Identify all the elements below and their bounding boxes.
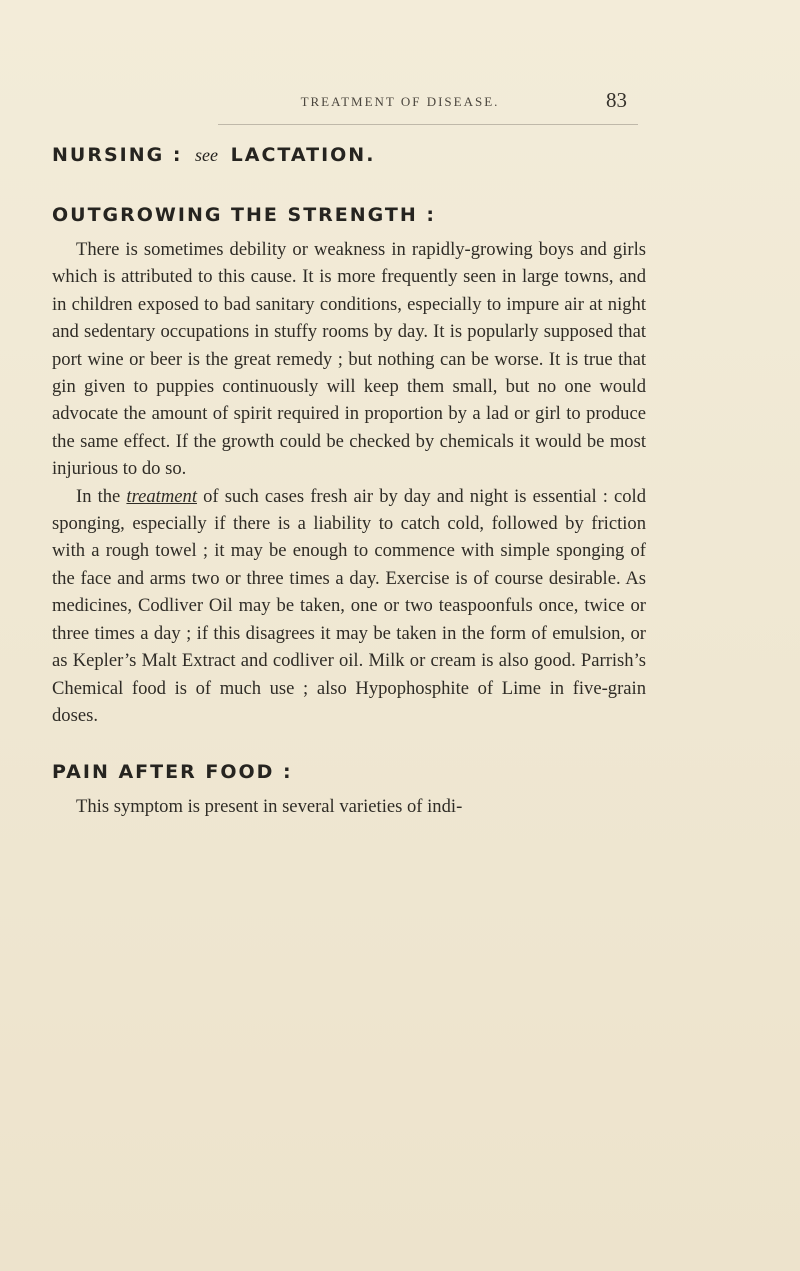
- heading-nursing: NURSING : see LACTATION.: [52, 144, 376, 166]
- heading-nursing-label: NURSING: [52, 144, 165, 166]
- see-target: LACTATION.: [230, 144, 376, 166]
- see-reference: see: [195, 145, 219, 165]
- page-number: 83: [606, 88, 627, 112]
- paragraph-treatment-rest: of such cases fresh air by day and night is essential : cold sponging, especially if there is a liability to catch cold, followed by friction with a rough towel ; it may be enough to commence with simple sponging of the face and arms two or three times a day. Exercise is of course desirable. As medicines, Codliver Oil may be taken, one or two teaspoonfuls once, twice or three times a day ; if this disagrees it may be taken in the form of emulsion, or as Kepler’s Malt Extract and codliver oil. Milk or cream is also good. Parrish’s Chemical food is of much use ; also Hypophosphite of Lime in five-grain doses.: [52, 485, 646, 726]
- running-header: TREATMENT OF DISEASE.: [300, 94, 500, 109]
- paragraph-treatment: [52, 483, 646, 730]
- heading-outgrowing-strength: OUTGROWING THE STRENGTH :: [52, 204, 437, 226]
- header-rule: [218, 124, 638, 125]
- treatment-italic: treatment: [126, 485, 197, 507]
- page-content: [52, 142, 646, 821]
- paragraph-debility: There is sometimes debility or weakness in rapidly-growing boys and girls which is attributed to this cause. It is more frequently seen in large towns, and in children exposed to bad sanitary conditions, especially to impure air at night and sedentary occupations in stuffy rooms by day. It is popularly supposed that port wine or beer is the great remedy ; but nothing can be worse. It is true that gin given to puppies continuously will keep them small, but no one would advocate the amount of spirit required in proportion by a lad or girl to produce the same effect. If the growth could be checked by chemicals it would be most injurious to do so.: [52, 239, 646, 480]
- paragraph-treatment-start: In the: [76, 485, 121, 507]
- paragraph-pain-symptom: This symptom is present in several varieties of indi-: [76, 796, 463, 818]
- heading-pain-after-food: PAIN AFTER FOOD :: [52, 761, 293, 784]
